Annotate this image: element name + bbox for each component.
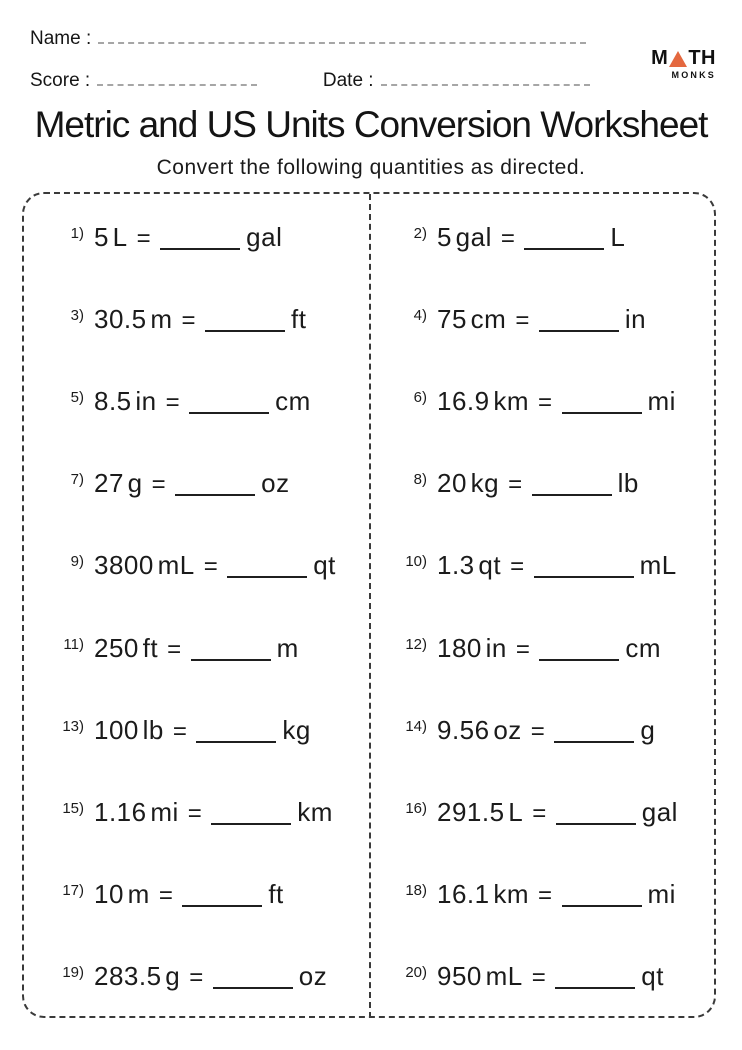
score-label: Score : [30,70,91,91]
answer-blank-6[interactable] [562,410,642,414]
answer-unit: km [297,796,333,827]
answer-unit: ft [268,879,284,910]
problem-7 [48,468,369,499]
equals-sign: = [538,882,553,910]
equals-sign: = [151,471,167,499]
problem-quantity: 16.9 km [437,385,529,416]
equals-sign: = [136,224,152,252]
date-label: Date : [322,70,374,91]
score-write-line[interactable] [97,70,257,86]
page-title: Metric and US Units Conversion Worksheet [34,104,708,145]
equals-sign: = [203,553,219,581]
problem-14 [391,715,714,746]
answer-unit: qt [313,550,336,581]
problem-number: 8) [413,471,427,489]
answer-unit: mL [639,550,677,581]
equals-sign: = [532,799,547,827]
problem-number: 14) [405,717,427,735]
problem-quantity: 250 ft [94,632,159,663]
problem-quantity: 30.5 m [94,303,173,334]
problem-quantity: 75 cm [437,303,507,334]
problem-quantity: 27 g [94,468,143,499]
answer-unit: qt [641,961,664,992]
problem-5 [48,386,369,417]
problems-box [22,192,716,1018]
problem-quantity: 5 L [94,221,128,252]
equals-sign: = [538,388,553,416]
answer-blank-16[interactable] [556,821,636,825]
equals-sign: = [187,799,203,827]
problems-column-left [24,194,369,1018]
answer-unit: L [610,221,626,252]
problem-2 [391,222,714,253]
problem-number: 9) [70,553,84,571]
answer-unit: kg [282,714,311,745]
problem-quantity: 8.5 in [94,385,157,416]
math-monks-logo [651,48,716,80]
triangle-icon [669,51,687,67]
problem-20 [391,961,714,992]
equals-sign: = [530,717,546,745]
logo-bottom-text: MONKS [671,70,716,80]
problem-quantity: 1.3 qt [437,550,502,581]
answer-unit: ft [291,303,307,334]
problem-quantity: 20 kg [437,468,500,499]
answer-blank-4[interactable] [539,328,619,332]
problem-4 [391,304,714,335]
problem-quantity: 283.5 g [94,961,181,992]
answer-blank-1[interactable] [160,246,240,250]
answer-blank-12[interactable] [539,657,619,661]
equals-sign: = [510,553,525,581]
problem-number: 19) [62,964,84,982]
answer-blank-8[interactable] [532,492,612,496]
answer-blank-11[interactable] [191,657,271,661]
logo-top-text [651,48,716,68]
answer-blank-2[interactable] [524,246,604,250]
answer-blank-20[interactable] [555,985,635,989]
problem-3 [48,304,369,335]
problem-number: 3) [70,306,84,324]
answer-blank-9[interactable] [227,574,307,578]
problem-number: 7) [70,471,84,489]
answer-unit: oz [298,961,328,992]
problem-number: 18) [405,882,427,900]
problem-1 [48,222,369,253]
equals-sign: = [508,471,523,499]
problem-number: 15) [62,799,84,817]
problem-quantity: 10 m [94,879,150,910]
problem-quantity: 5 gal [437,221,492,252]
answer-unit: cm [625,632,662,663]
problem-8 [391,468,714,499]
answer-blank-19[interactable] [213,985,293,989]
answer-unit: lb [617,468,639,499]
equals-sign: = [181,306,197,334]
answer-blank-13[interactable] [196,739,276,743]
problem-number: 5) [70,388,84,406]
answer-blank-3[interactable] [205,328,285,332]
problem-16 [391,797,714,828]
problem-number: 17) [62,882,84,900]
equals-sign: = [172,717,188,745]
problem-17 [48,879,369,910]
answer-blank-18[interactable] [562,903,642,907]
problem-quantity: 9.56 oz [437,714,522,745]
answer-blank-17[interactable] [182,903,262,907]
answer-blank-14[interactable] [554,739,634,743]
equals-sign: = [515,635,531,663]
problem-6 [391,386,714,417]
equals-sign: = [515,306,530,334]
answer-unit: mi [647,385,676,416]
problem-number: 20) [405,964,427,982]
problem-number: 1) [70,224,84,242]
logo-letter-m: M [651,47,669,69]
problem-number: 4) [413,306,427,324]
problem-quantity: 100 lb [94,714,164,745]
problem-number: 16) [405,799,427,817]
answer-blank-15[interactable] [211,821,291,825]
problem-10 [391,550,714,581]
equals-sign: = [531,964,547,992]
problem-19 [48,961,369,992]
problem-11 [48,633,369,664]
problem-number: 2) [413,224,427,242]
equals-sign: = [158,882,174,910]
problem-number: 10) [405,553,427,571]
answer-unit: g [640,714,656,745]
problem-18 [391,879,714,910]
answer-unit: oz [261,468,290,499]
problem-quantity: 180 in [437,632,507,663]
equals-sign: = [189,964,204,992]
answer-blank-10[interactable] [534,574,634,578]
problem-quantity: 3800 mL [94,550,195,581]
answer-blank-5[interactable] [189,410,269,414]
logo-letters-th: TH [688,47,716,69]
score-date-row [30,70,590,92]
date-write-line[interactable] [381,70,590,86]
answer-unit: gal [641,796,678,827]
answer-blank-7[interactable] [175,492,255,496]
name-row [30,28,586,50]
problem-quantity: 1.16 mi [94,796,179,827]
page-subtitle: Convert the following quantities as directed. [156,156,586,179]
problem-12 [391,633,714,664]
problem-number: 13) [62,717,84,735]
answer-unit: cm [275,385,311,416]
answer-unit: gal [246,221,283,252]
name-label: Name : [30,28,92,49]
answer-unit: mi [647,879,676,910]
answer-unit: m [276,632,299,663]
problem-number: 12) [405,635,427,653]
problem-13 [48,715,369,746]
problem-number: 11) [63,635,84,653]
equals-sign: = [500,224,516,252]
problem-quantity: 16.1 km [437,879,529,910]
problem-quantity: 291.5 L [437,796,524,827]
problem-15 [48,797,369,828]
problem-9 [48,550,369,581]
problem-number: 6) [413,388,427,406]
answer-unit: in [624,303,647,334]
equals-sign: = [165,388,181,416]
equals-sign: = [167,635,182,663]
problem-quantity: 950 mL [437,961,523,992]
problems-column-right [369,194,714,1018]
name-write-line[interactable] [98,28,586,44]
